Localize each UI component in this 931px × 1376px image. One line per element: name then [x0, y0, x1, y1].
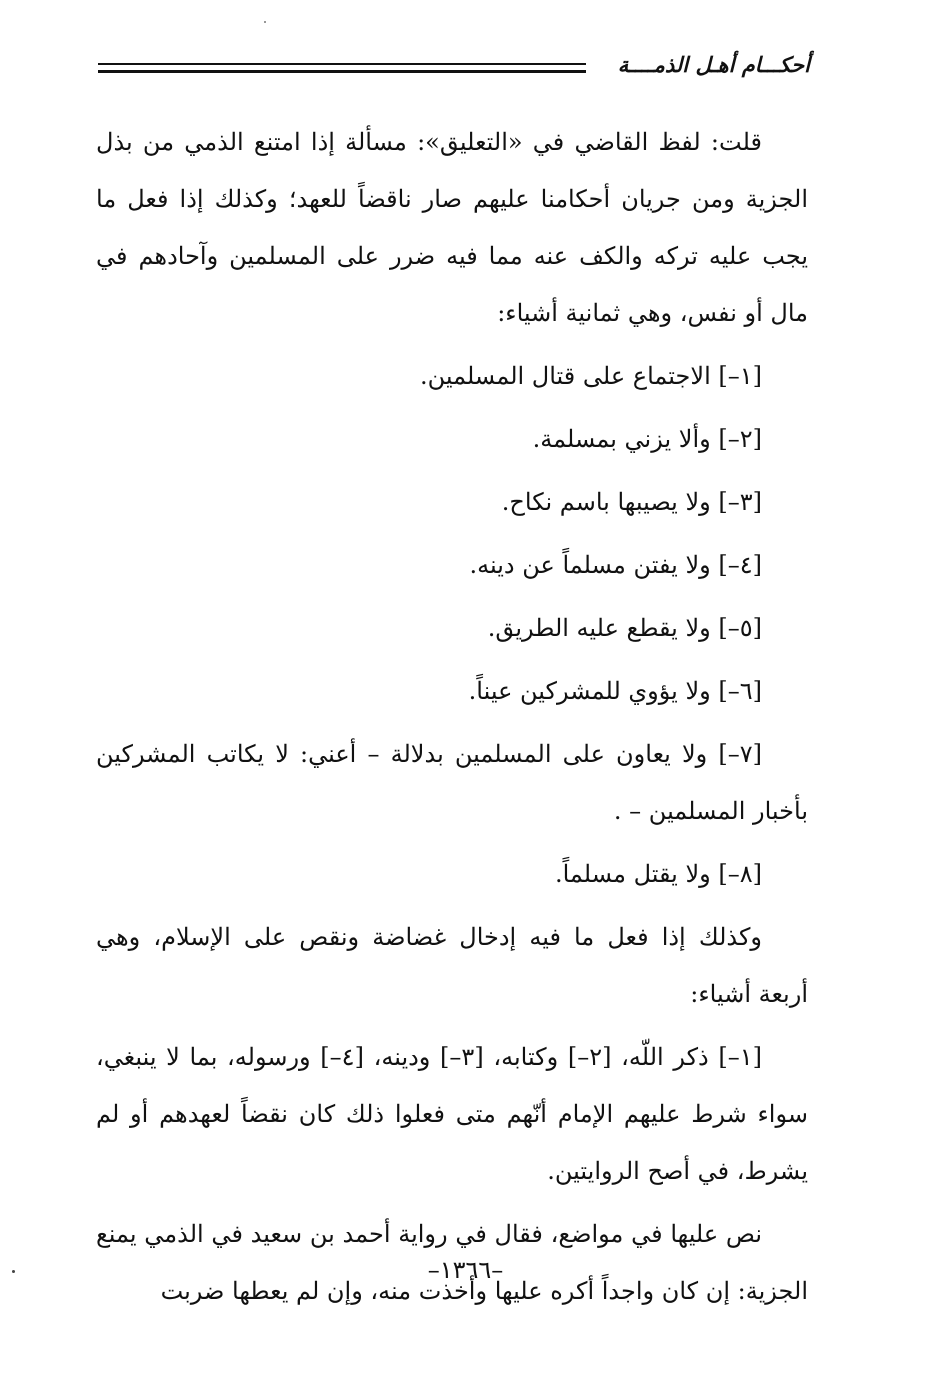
page-number: –١٣٦٦– — [427, 1256, 504, 1284]
paragraph-text-citation: نص عليها في مواضع، فقال في رواية أحمد بن سعيد في الذمي يمنع الجزية: إن كان واجداً أكره عليها وأخذت منه، وإن لم يعطها ضربت — [96, 1220, 808, 1305]
list-item-6: [٦–] ولا يؤوي للمشركين عيناً. — [468, 677, 762, 705]
main-text — [96, 114, 808, 1326]
running-title: أحكـــام أهـل الذمــــة — [617, 53, 810, 77]
paragraph-four-things: وكذلك إذا فعل ما فيه إدخال غضاضة ونقص على الإسلام، وهي أربعة أشياء: — [96, 923, 808, 1008]
list-item-2: [٢–] وألا يزني بمسلمة. — [532, 425, 762, 453]
header-rule-thick — [98, 70, 586, 73]
list-item-4: [٤–] ولا يفتن مسلماً عن دينه. — [469, 551, 762, 579]
list-item-3: [٣–] ولا يصيبها باسم نكاح. — [501, 488, 762, 516]
paragraph-intro: قلت: لفظ القاضي في «التعليق»: مسألة إذا امتنع الذمي من بذل الجزية ومن جريان أحكامنا عليهم صار ناقضاً للعهد؛ وكذلك إذا فعل ما يجب عليه تركه والكف عنه مما فيه ضرر على المسلمين وآحادهم في مال أو نفس، وهي ثمانية أشياء: — [96, 128, 808, 327]
paragraph-four-items: [١–] ذكر اللّه، [٢–] وكتابه، [٣–] ودينه، [٤–] ورسوله، بما لا ينبغي، سواء شرط عليهم الإمام أنّهم متى فعلوا ذلك كان نقضاً لعهدهم أو لم يشرط، في أصح الروايتين. — [96, 1043, 808, 1185]
list-item-7: [٧–] ولا يعاون على المسلمين بدلالة – أعني: لا يكاتب المشركين بأخبار المسلمين – . — [96, 740, 808, 825]
list-item-8: [٨–] ولا يقتل مسلماً. — [554, 860, 762, 888]
page-header — [98, 50, 810, 84]
list-item-5: [٥–] ولا يقطع عليه الطريق. — [487, 614, 762, 642]
list-item-1: [١–] الاجتماع على قتال المسلمين. — [419, 362, 762, 390]
scan-speck — [264, 21, 266, 23]
header-rule-thin — [98, 63, 586, 65]
scan-speck-margin — [12, 1270, 15, 1273]
